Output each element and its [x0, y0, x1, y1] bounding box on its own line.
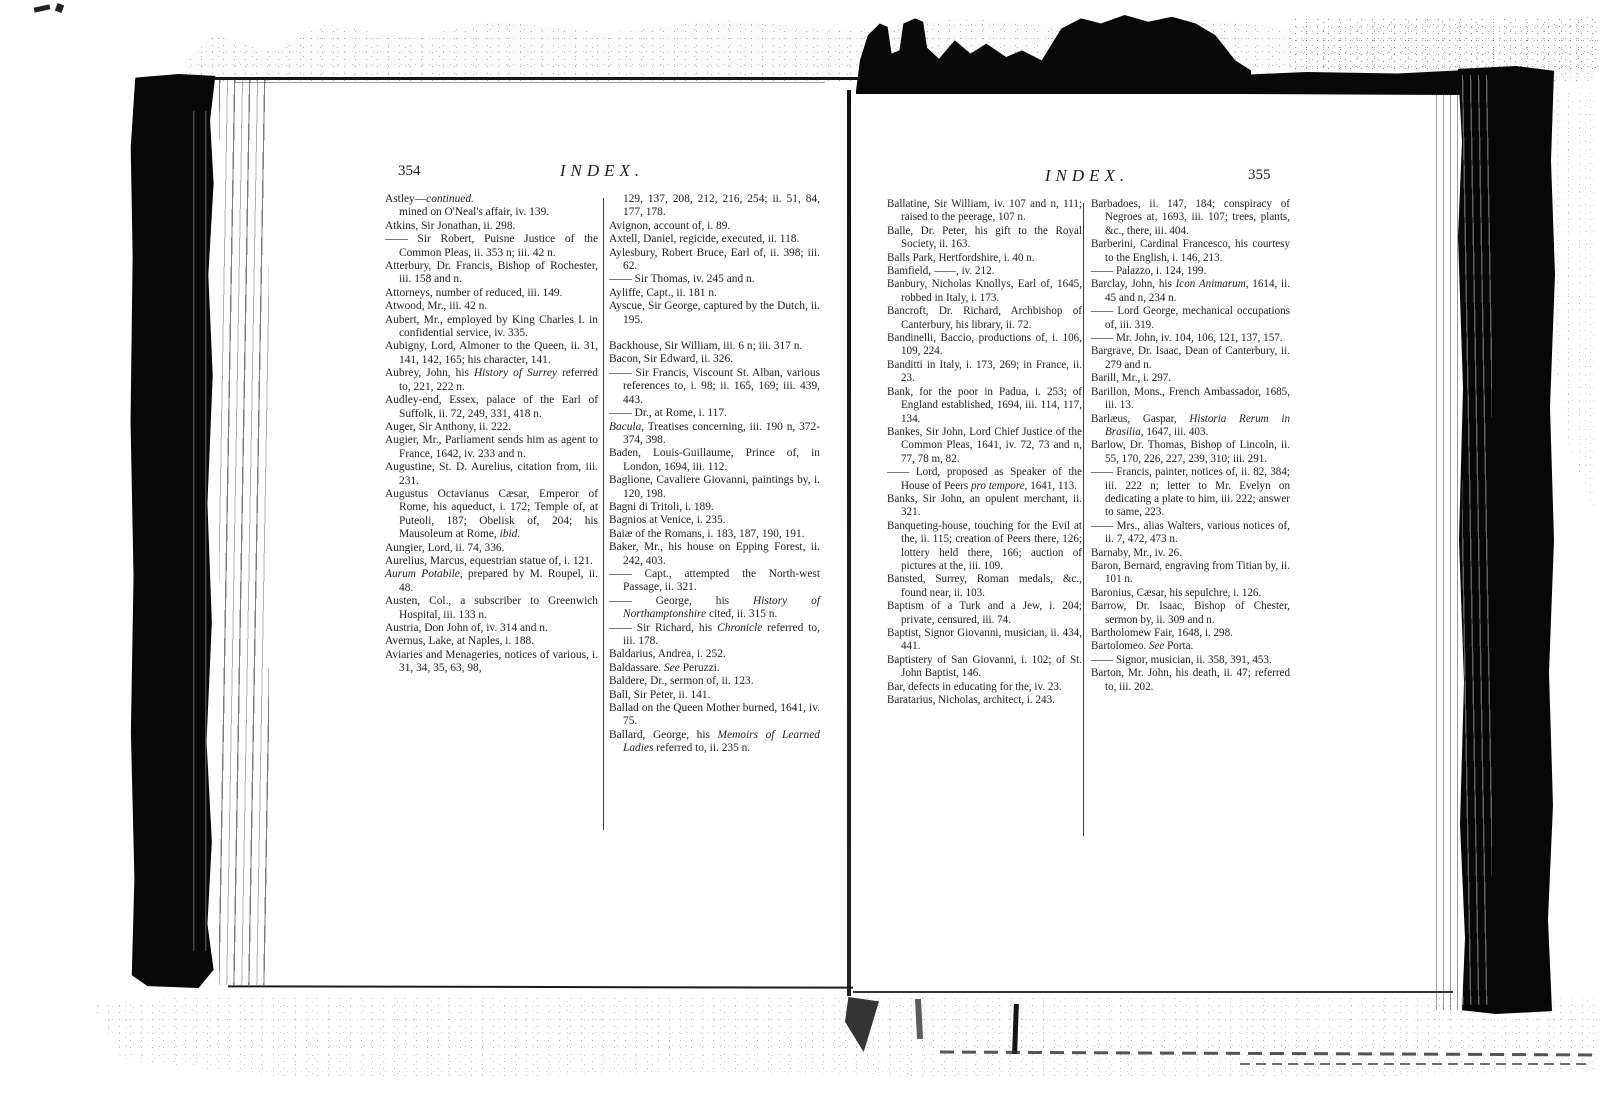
index-entry: —— Francis, painter, notices of, ii. 82, 384; iii. 222 n; letter to Mr. Evelyn on dedicating a plate to him, iii. 222; answer to same, 223. — [1091, 466, 1290, 519]
page-top-edge-line — [235, 82, 825, 83]
right-page-header: INDEX. — [1044, 166, 1130, 185]
index-entry: Banks, Sir John, an opulent merchant, ii. 321. — [887, 492, 1082, 519]
index-entry: Aurelius, Marcus, equestrian statue of, i. 121. — [385, 554, 593, 567]
index-entry: Audley-end, Essex, palace of the Earl of Suffolk, ii. 72, 249, 331, 418 n. — [385, 394, 598, 420]
scan-smudge — [34, 4, 51, 12]
index-entry: Aubrey, John, his History of Surrey referred to, 221, 222 n. — [385, 367, 598, 393]
index-entry: Baldassare. See Peruzzi. — [609, 661, 720, 674]
index-entry: 129, 137, 208, 212, 216, 254; ii. 51, 84, 177, 178. — [623, 193, 820, 219]
index-entry: Barillon, Mons., French Ambassador, 1685, iii. 13. — [1091, 385, 1290, 412]
index-entry: Barbadoes, ii. 147, 184; conspiracy of Negroes at, 1693, iii. 107; trees, plants, &c., there, iii. 404. — [1091, 198, 1290, 237]
index-entry: Augier, Mr., Parliament sends him as agent to France, 1642, iv. 233 and n. — [385, 434, 598, 460]
right-page-number: 355 — [1248, 167, 1271, 183]
ink-blot — [856, 10, 1251, 94]
index-entry: —— Sir Robert, Puisne Justice of the Common Pleas, ii. 353 n; iii. 42 n. — [385, 233, 598, 259]
index-entry: —— Mr. John, iv. 104, 106, 121, 137, 157. — [1091, 332, 1283, 345]
index-entry: Bagni di Tritoli, i. 189. — [609, 500, 714, 513]
index-entry: Bamfield, ——, iv. 212. — [887, 265, 995, 278]
index-entry: Augustine, St. D. Aurelius, citation from, iii. 231. — [385, 461, 598, 487]
index-entry: mined on O'Neal's affair, iv. 139. — [399, 206, 550, 219]
index-entry: —— Dr., at Rome, i. 117. — [609, 407, 727, 420]
index-entry: Ballatine, Sir William, iv. 107 and n, 111; raised to the peerage, 107 n. — [887, 198, 1082, 224]
index-entry: Baptistery of San Giovanni, i. 102; of St. John Baptist, 146. — [887, 653, 1082, 680]
index-entry: Attorneys, number of reduced, iii. 149. — [385, 286, 563, 299]
index-entry: Augustus Octavianus Cæsar, Emperor of Rome, his aqueduct, i. 172; Temple of, at Puteoli, 187; Obelisk of, 204; his Mausoleum at Rome, ibid. — [385, 487, 598, 541]
index-entry: Barberini, Cardinal Francesco, his courtesy to the English, i. 146, 213. — [1091, 238, 1290, 264]
left-page-number: 354 — [398, 163, 421, 179]
index-entry: Bansted, Surrey, Roman medals, &c., found near, ii. 103. — [887, 573, 1082, 599]
page-bottom-edge-line — [853, 991, 1453, 993]
index-entry: Barnaby, Mr., iv. 26. — [1091, 546, 1182, 559]
index-entry: Barlæus, Gaspar, Historia Rerum in Brasilia, 1647, iii. 403. — [1091, 412, 1290, 438]
scan-smudge — [55, 3, 64, 13]
book-edge-band-top-right — [1238, 70, 1466, 95]
index-entry: —— Signor, musician, ii. 358, 391, 453. — [1091, 653, 1272, 666]
scan-smudge — [1240, 1063, 1592, 1065]
left-page-header: INDEX. — [559, 161, 645, 180]
index-entry: Baronius, Cæsar, his sepulchre, i. 126. — [1091, 586, 1262, 599]
index-entry: Atwood, Mr., iii. 42 n. — [385, 300, 488, 313]
index-entry: Baldere, Dr., sermon of, ii. 123. — [609, 675, 754, 688]
index-entry: Bartholomew Fair, 1648, i. 298. — [1091, 627, 1233, 639]
index-entry: Banqueting-house, touching for the Evil at the, ii. 115; creation of Peers there, 126; lottery held there, 166; auction of pictures at the, iii. 109. — [887, 519, 1082, 572]
index-entry: Bandinelli, Baccio, productions of, i. 106, 109, 224. — [887, 332, 1082, 358]
index-entry: Astley—continued. — [385, 193, 474, 205]
index-entry: Bancroft, Dr. Richard, Archbishop of Canterbury, his library, ii. 72. — [887, 305, 1082, 331]
index-entry: Aungier, Lord, ii. 74, 336. — [385, 541, 505, 554]
book-spine-shadow — [847, 90, 851, 996]
index-entry: —— Palazzo, i. 124, 199. — [1091, 265, 1207, 278]
right-page-column-2 — [1091, 198, 1290, 694]
right-page-column-1 — [887, 198, 1082, 707]
index-entry: Barclay, John, his Icon Animarum, 1614, ii. 45 and n, 234 n. — [1091, 278, 1290, 304]
index-entry: Baratarius, Nicholas, architect, i. 243. — [887, 694, 1055, 707]
index-entry: Banditti in Italy, i. 173, 269; in France, ii. 23. — [887, 358, 1082, 385]
index-entry: —— Capt., attempted the North-west Passage, ii. 321. — [609, 567, 820, 594]
scan-noise-top-right — [1290, 16, 1600, 74]
index-entry: Baron, Bernard, engraving from Titian by, ii. 101 n. — [1091, 559, 1290, 586]
index-entry: Balls Park, Hertfordshire, i. 40 n. — [887, 251, 1035, 264]
index-entry: Baglione, Cavaliere Giovanni, paintings by, i. 120, 198. — [609, 474, 820, 500]
index-entry: Aylesbury, Robert Bruce, Earl of, ii. 398; iii. 62. — [609, 246, 820, 273]
index-entry: Bartolomeo. See Porta. — [1091, 640, 1194, 653]
index-entry: —— Sir Richard, his Chronicle referred to, iii. 178. — [609, 621, 820, 647]
index-entry: Ayliffe, Capt., ii. 181 n. — [609, 286, 717, 299]
book-edge-band-left — [130, 74, 218, 988]
page-top-edge-line — [214, 77, 859, 80]
index-entry: Bankes, Sir John, Lord Chief Justice of the Common Pleas, 1641, iv. 72, 73 and n, 77, 78 m, 82. — [887, 425, 1082, 465]
index-entry: Bacon, Sir Edward, ii. 326. — [609, 353, 734, 366]
index-entry: Aurum Potabile, prepared by M. Roupel, ii. 48. — [385, 568, 598, 594]
index-entry: Avignon, account of, i. 89. — [609, 219, 731, 232]
index-entry: Baptism of a Turk and a Jew, i. 204; private, censured, iii. 74. — [887, 600, 1082, 626]
index-entry: Banbury, Nicholas Knollys, Earl of, 1645, robbed in Italy, i. 173. — [887, 278, 1082, 304]
index-entry: —— Lord, proposed as Speaker of the House of Peers pro tempore, 1641, 113. — [887, 466, 1082, 492]
index-entry: Backhouse, Sir William, iii. 6 n; iii. 317 n. — [609, 340, 803, 353]
page-edge-highlights — [186, 111, 216, 952]
index-entry: Barill, Mr., i. 297. — [1091, 372, 1172, 385]
scan-noise-bottom — [92, 995, 1600, 1081]
index-entry: Aubert, Mr., employed by King Charles I. in confidential service, iv. 335. — [385, 313, 598, 340]
index-entry: Ayscue, Sir George, captured by the Dutch, ii. 195. — [609, 300, 820, 326]
scan-noise-right-edge — [1552, 90, 1598, 520]
index-entry: Ballard, George, his Memoirs of Learned Ladies referred to, ii. 235 n. — [609, 728, 820, 755]
index-entry: Baiæ of the Romans, i. 183, 187, 190, 191. — [609, 527, 805, 540]
index-entry: Bar, defects in educating for the, iv. 23. — [887, 680, 1062, 693]
index-entry: Ballad on the Queen Mother burned, 1641, iv. 75. — [609, 702, 820, 728]
column-rule — [1083, 203, 1084, 836]
index-entry: Avernus, Lake, at Naples, i. 188. — [385, 635, 535, 648]
index-entry: —— Sir Thomas, iv. 245 and n. — [609, 273, 755, 286]
page-edge-lines-left — [219, 80, 269, 985]
index-entry: Bacula, Treatises concerning, iii. 190 n, 372-374, 398. — [609, 420, 820, 446]
index-entry: Axtell, Daniel, regicide, executed, ii. 118. — [609, 233, 800, 246]
left-page-column-1 — [385, 193, 598, 676]
book-edge-band-right — [1456, 66, 1556, 1014]
index-entry: Barton, Mr. John, his death, ii. 47; referred to, iii. 202. — [1091, 667, 1290, 693]
index-entry: Auger, Sir Anthony, ii. 222. — [385, 420, 511, 433]
index-entry: Aubigny, Lord, Almoner to the Queen, ii. 31, 141, 142, 165; his character, 141. — [385, 340, 598, 366]
page-edge-highlights — [1462, 75, 1492, 1004]
index-entry: Balle, Dr. Peter, his gift to the Royal Society, ii. 163. — [887, 224, 1082, 251]
index-entry: Baldarius, Andrea, i. 252. — [609, 648, 726, 661]
index-entry: Barrow, Dr. Isaac, Bishop of Chester, sermon by, ii. 309 and n. — [1091, 600, 1290, 626]
index-entry: Bagnios at Venice, i. 235. — [609, 514, 726, 527]
index-entry: Baptist, Signor Giovanni, musician, ii. 434, 441. — [887, 627, 1082, 653]
index-entry: Bargrave, Dr. Isaac, Dean of Canterbury, ii. 279 and n. — [1091, 345, 1290, 371]
index-entry: Austen, Col., a subscriber to Greenwich Hospital, iii. 133 n. — [385, 595, 598, 621]
index-entry: Atkins, Sir Jonathan, ii. 298. — [385, 219, 516, 232]
index-entry: —— Mrs., alias Walters, various notices of, ii. 7, 472, 473 n. — [1091, 519, 1290, 546]
index-entry: Baker, Mr., his house on Epping Forest, ii. 242, 403. — [609, 541, 820, 567]
column-rule — [603, 198, 604, 830]
index-entry: Austria, Don John of, iv. 314 and n. — [385, 622, 548, 634]
index-entry: —— Lord George, mechanical occupations of, iii. 319. — [1091, 305, 1290, 331]
index-entry: Barlow, Dr. Thomas, Bishop of Lincoln, ii. 55, 170, 226, 227, 239, 310; iii. 291. — [1091, 439, 1290, 465]
index-entry: Bank, for the poor in Padua, i. 253; of England established, 1694, iii. 114, 117, 134. — [887, 385, 1082, 425]
index-entry: —— Sir Francis, Viscount St. Alban, various references to, i. 98; ii. 165, 169; iii. 439, 443. — [609, 366, 820, 406]
index-entry: Atterbury, Dr. Francis, Bishop of Rochester, iii. 158 and n. — [385, 260, 598, 286]
page-edge-lines-right — [1436, 85, 1460, 1010]
index-entry: —— George, his History of Northamptonshire cited, ii. 315 n. — [609, 594, 820, 621]
index-entry: Aviaries and Menageries, notices of various, i. 31, 34, 35, 63, 98, — [385, 648, 598, 675]
page-bottom-edge-line — [228, 985, 853, 989]
index-entry: Baden, Louis-Guillaume, Prince of, in London, 1694, iii. 112. — [609, 447, 820, 473]
index-entry: Ball, Sir Peter, ii. 141. — [609, 688, 711, 701]
left-page-column-2 — [609, 193, 820, 756]
